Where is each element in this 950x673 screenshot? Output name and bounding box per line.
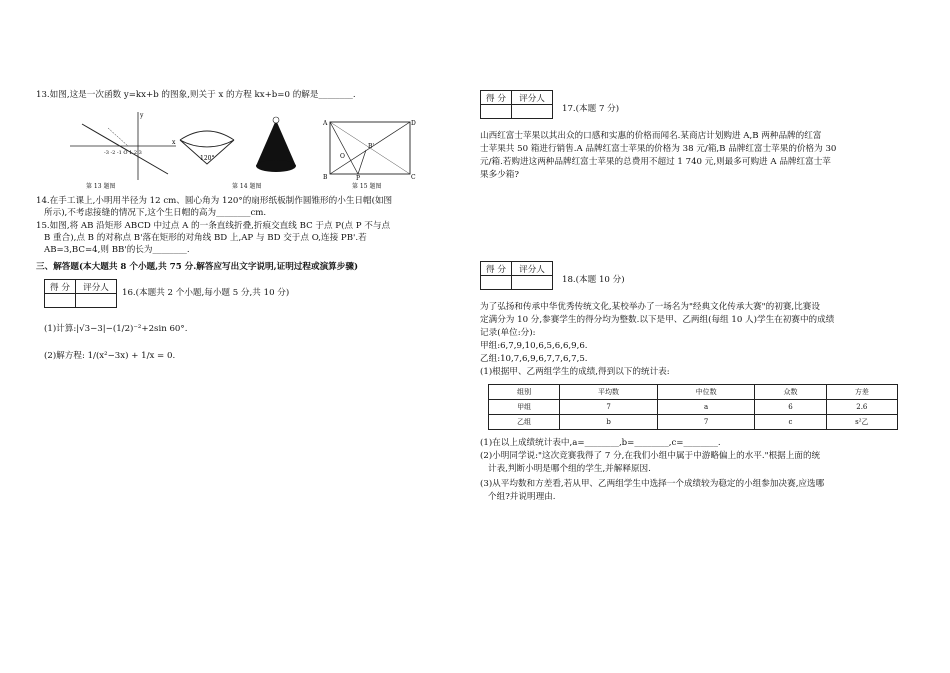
section-3-heading: 三、解答题(本大题共 8 个小题,共 75 分.解答应写出文字说明,证明过程或演算步骤): [36, 262, 359, 272]
label-D: D: [411, 120, 416, 127]
question-18-line2: 定满分为 10 分,参赛学生的得分均为整数.以下是甲、乙两组(每组 10 人)学生在初赛中的成绩: [480, 315, 835, 325]
table-cell: a: [657, 400, 755, 415]
table-cell: 7: [657, 415, 755, 430]
question-14-line2: 所示),不考虑接缝的情况下,这个生日帽的高为________cm.: [44, 208, 267, 218]
question-17-line4: 果多少箱?: [480, 170, 519, 180]
header-cell: 组别: [489, 385, 560, 400]
stats-header-row: [489, 385, 898, 400]
question-18-head: 18.(本题 10 分): [562, 275, 625, 285]
score-label: 得 分: [481, 91, 512, 105]
question-17-line2: 士苹果共 50 箱进行销售.A 品牌红富士苹果的价格为 38 元/箱,B 品牌红富士苹果的价格为 30: [480, 144, 837, 154]
question-13: 13.如图,这是一次函数 y=kx+b 的图象,则关于 x 的方程 kx+b=0 的解是________.: [36, 90, 356, 100]
table-cell: 乙组: [489, 415, 560, 430]
table-cell: 7: [560, 400, 658, 415]
table-cell: 6: [755, 400, 826, 415]
stats-table: [488, 384, 898, 430]
question-18-line3: 记录(单位:分):: [480, 328, 536, 338]
group-jia-scores: 甲组:6,7,9,10,6,5,6,6,9,6.: [480, 341, 588, 351]
question-18-sub2a: (2)小明同学说:"这次竞赛我得了 7 分,在我们小组中属于中游略偏上的水平."根据上面的统: [480, 451, 821, 461]
question-14-line1: 14.在手工课上,小明用半径为 12 cm、圆心角为 120°的扇形纸板制作圆锥形的小生日帽(如图: [36, 196, 393, 206]
angle-label: 120°: [200, 155, 215, 162]
question-17-head: 17.(本题 7 分): [562, 104, 620, 114]
table-cell: c: [755, 415, 826, 430]
score-box-18: [480, 261, 553, 290]
label-B: B: [323, 174, 328, 180]
axis-x-ticks: -3 -2 -1 O 1 2 3: [104, 150, 142, 156]
grader-label: 评分人: [76, 280, 117, 294]
table-row: [489, 415, 898, 430]
axis-x-label: x: [172, 139, 176, 146]
question-15-line3: AB=3,BC=4,则 BB'的长为________.: [44, 245, 190, 255]
question-16-head: 16.(本题共 2 个小题,每小题 5 分,共 10 分): [122, 288, 290, 298]
question-15-line2: B 重合),点 B 的对称点 B'落在矩形的对角线 BD 上,AP 与 BD 交于点 O,连接 PB'.若: [44, 233, 367, 243]
question-17-line3: 元/箱.若购进这两种品牌红富士苹果的总费用不超过 1 740 元,则最多可购进 A 品牌红富士苹: [480, 157, 831, 167]
grader-label: 评分人: [512, 262, 553, 276]
table-cell: 甲组: [489, 400, 560, 415]
header-cell: 方差: [826, 385, 897, 400]
label-A: A: [323, 120, 328, 127]
score-label: 得 分: [45, 280, 76, 294]
table-row: [489, 400, 898, 415]
table-cell: s²乙: [826, 415, 897, 430]
question-17-line1: 山西红富士苹果以其出众的口感和实惠的价格而闻名.某商店计划购进 A,B 两种品牌的红富: [480, 131, 822, 141]
table-cell: b: [560, 415, 658, 430]
question-18-sub1: (1)在以上成绩统计表中,a=________,b=________,c=________.: [480, 438, 721, 448]
score-box-17: [480, 90, 553, 119]
group-yi-scores: 乙组:10,7,6,9,6,7,7,6,7,5.: [480, 354, 588, 364]
question-18-sub2b: 计表,判断小明是哪个组的学生,并解释原因.: [488, 464, 651, 474]
header-cell: 众数: [755, 385, 826, 400]
label-C: C: [411, 174, 416, 180]
score-label: 得 分: [481, 262, 512, 276]
question-18-sub3b: 个组?并说明理由.: [488, 492, 556, 502]
question-15-line1: 15.如图,将 AB 沿矩形 ABCD 中过点 A 的一条直线折叠,折痕交直线 BC 于点 P(点 P 不与点: [36, 221, 391, 231]
score-box-16: [44, 279, 117, 308]
header-cell: 中位数: [657, 385, 755, 400]
question-18-part1: (1)根据甲、乙两组学生的成绩,得到以下的统计表:: [480, 367, 670, 377]
table-cell: 2.6: [826, 400, 897, 415]
question-18-sub3a: (3)从平均数和方差看,若从甲、乙两组学生中选择一个成绩较为稳定的小组参加决赛,应选哪: [480, 479, 825, 489]
caption-15: 第 15 题图: [352, 183, 382, 190]
axis-y-label: y: [140, 112, 144, 119]
caption-13: 第 13 题图: [86, 183, 116, 190]
question-16-part1: (1)计算:|√3−3|−(1/2)⁻²+2sin 60°.: [44, 324, 188, 334]
label-B-prime: B': [368, 143, 375, 150]
label-O: O: [340, 153, 345, 160]
header-cell: 平均数: [560, 385, 658, 400]
figure-13-graph: [68, 110, 178, 182]
figure-15-rectangle: [322, 116, 422, 180]
question-16-part2: (2)解方程: 1/(x²−3x) + 1/x = 0.: [44, 351, 176, 361]
grader-label: 评分人: [512, 91, 553, 105]
figure-14-sector-cone: [172, 116, 302, 180]
caption-14: 第 14 题图: [232, 183, 262, 190]
question-18-line1: 为了弘扬和传承中华优秀传统文化,某校举办了一场名为"经典文化传承大赛"的初赛,比赛设: [480, 302, 820, 312]
label-P: P: [356, 175, 361, 180]
